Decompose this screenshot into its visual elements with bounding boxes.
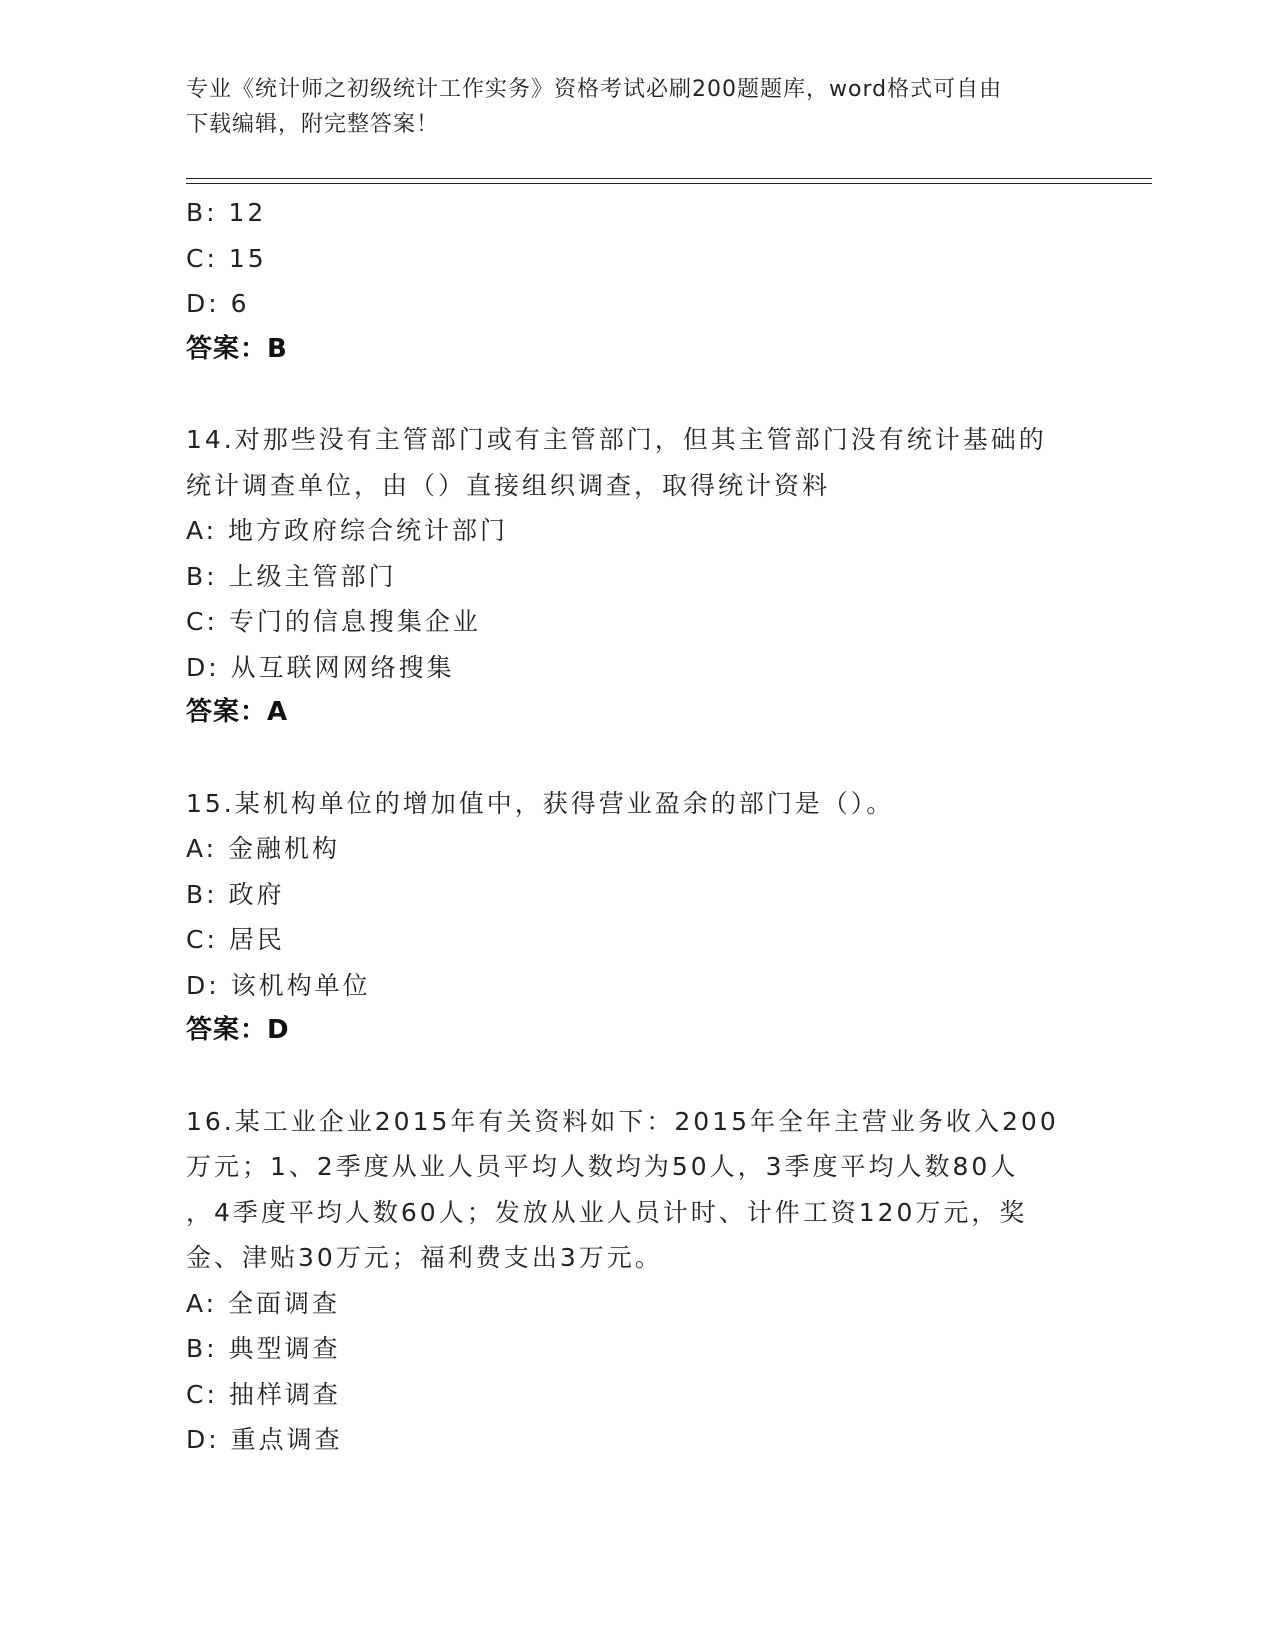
header-rule-top (186, 178, 1152, 179)
option-b: B: 典型调查 (186, 1334, 341, 1363)
header-rule-bottom (186, 183, 1152, 184)
answer-text: 答案：B (186, 333, 288, 364)
question-text: 14.对那些没有主管部门或有主管部门，但其主管部门没有统计基础的 统计调查单位，由（）直接组织调查，取得统计资料 (186, 425, 1047, 500)
option-a: A: 地方政府综合统计部门 (186, 516, 509, 545)
spacer (186, 736, 1086, 781)
question-15 (186, 781, 1086, 1054)
question-text: 15.某机构单位的增加值中，获得营业盈余的部门是（）。 (186, 788, 895, 818)
answer-text: 答案：A (186, 697, 289, 727)
option-c: C: 15 (186, 243, 267, 273)
option-d: D: 该机构单位 (186, 970, 371, 1000)
header-line-2: 下载编辑，附完整答案！ (186, 112, 440, 137)
option-d: D: 从互联网网络搜集 (186, 652, 455, 682)
spacer (186, 1054, 1086, 1099)
question-14 (186, 417, 1086, 736)
option-b: B: 上级主管部门 (186, 561, 397, 591)
option-b: B: 12 (186, 198, 267, 227)
option-d: D: 重点调查 (186, 1425, 343, 1454)
option-c: C: 居民 (186, 925, 285, 954)
header-line-1: 专业《统计师之初级统计工作实务》资格考试必刷200题题库，word格式可自由 (186, 77, 1003, 102)
document-header (186, 72, 1076, 142)
question-13-continued (186, 190, 1086, 372)
question-content (186, 190, 1086, 1463)
option-c: C: 抽样调查 (186, 1379, 341, 1409)
option-a: A: 金融机构 (186, 834, 341, 863)
answer-text: 答案：D (186, 1015, 290, 1045)
question-text: 16.某工业企业2015年有关资料如下：2015年全年主营业务收入200 万元；1、2季度从业人员平均人数均为50人，3季度平均人数80人 ，4季度平均人数60人；发放从业人员计时、计件工资120万元，奖 金、津贴30万元；福利费支出3万元。 (186, 1106, 1059, 1272)
spacer (186, 372, 1086, 417)
option-c: C: 专门的信息搜集企业 (186, 607, 481, 636)
option-a: A: 全面调查 (186, 1288, 341, 1318)
question-16 (186, 1099, 1086, 1463)
option-b: B: 政府 (186, 879, 285, 909)
option-d: D: 6 (186, 289, 250, 318)
